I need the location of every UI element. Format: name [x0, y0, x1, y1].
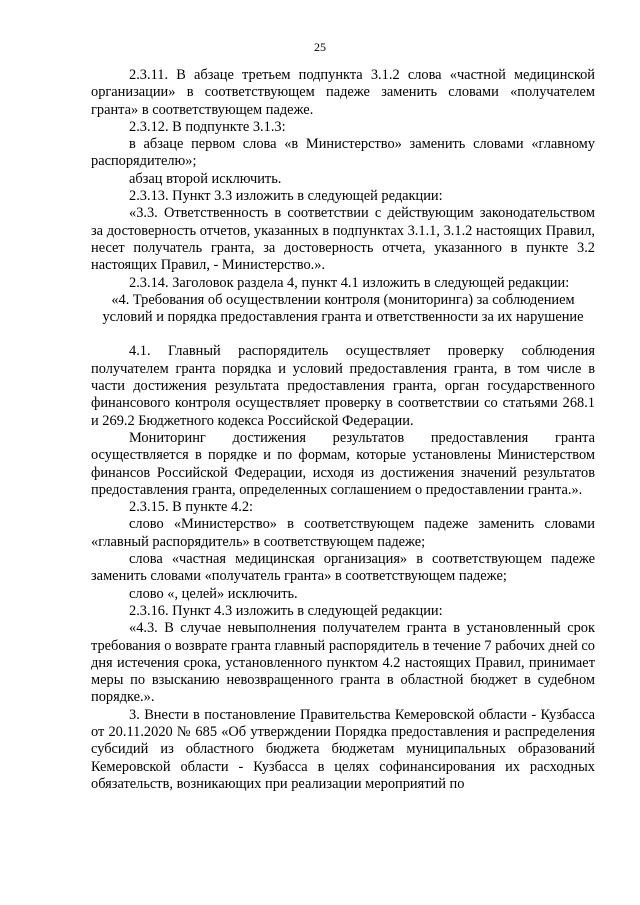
page-number: 25 [314, 40, 326, 54]
paragraph: слово «Министерство» в соответствующем падеже заменить словами «главный распорядитель» в соответствующем падеже; [91, 516, 595, 550]
paragraph: слово «, целей» исключить. [129, 585, 298, 602]
paragraph: «3.3. Ответственность в соответствии с действующим законодательством за достоверность отчетов, указанных в подпунктах 3.1.1, 3.1.2 настоящих Правил, несет получатель гранта, за достоверность отчета, указанного в пункте 3.2 настоящих Правил, - Министерство.». [91, 205, 595, 274]
paragraph: 2.3.15. В пункте 4.2: [129, 499, 254, 516]
paragraph: 4.1. Главный распорядитель осуществляет проверку соблюдения получателем гранта порядка и условий предоставления гранта, в том числе в части достижения результата предоставления гранта, орган государственного финансового контроля осуществляет проверку в соответствии со статьями 268.1 и 269.2 Бюджетного кодекса Российской Федерации. [91, 343, 595, 429]
paragraph: 2.3.11. В абзаце третьем подпункта 3.1.2 слова «частной медицинской организации» в соответствующем падеже заменить словами «получателем гранта» в соответствующем падеже. [91, 67, 595, 118]
paragraph: «4.3. В случае невыполнения получателем гранта в установленный срок требования о возврате гранта главный распорядитель в течение 7 рабочих дней со дня истечения срока, установленного пунктом 4.2 настоящих Правил, принимает меры по взысканию невозвращенного гранта в областной бюджет в судебном порядке.». [91, 620, 595, 706]
paragraph-spacer [91, 326, 595, 343]
paragraph: 2.3.12. В подпункте 3.1.3: [129, 118, 286, 135]
section-heading: «4. Требования об осуществлении контроля (мониторинга) за соблюдением условий и порядка предоставления гранта и ответственности за их нарушение [102, 291, 584, 326]
paragraph: 2.3.16. Пункт 4.3 изложить в следующей редакции: [129, 602, 443, 619]
paragraph: Мониторинг достижения результатов предоставления гранта осуществляется в порядке и по формам, которые установлены Министерством финансов Российской Федерации, исходя из достижения значений результатов предоставления гранта, определенных соглашением о предоставлении гранта.». [91, 429, 595, 498]
paragraph: абзац второй исключить. [129, 170, 282, 187]
paragraph: 2.3.13. Пункт 3.3 изложить в следующей редакции: [129, 188, 443, 205]
document-body [91, 67, 595, 793]
paragraph: 3. Внести в постановление Правительства Кемеровской области - Кузбасса от 20.11.2020 № 685 «Об утверждении Порядка предоставления и распределения субсидий из областного бюджета бюджетам муниципальных образований Кемеровской области - Кузбасса в целях софинансирования их расходных обязательств, возникающих при реализации мероприятий по [91, 706, 595, 792]
paragraph: слова «частная медицинская организация» в соответствующем падеже заменить словами «получатель гранта» в соответствующем падеже; [91, 551, 595, 585]
paragraph: 2.3.14. Заголовок раздела 4, пункт 4.1 изложить в следующей редакции: [129, 274, 570, 291]
paragraph: в абзаце первом слова «в Министерство» заменить словами «главному распорядителю»; [91, 136, 595, 170]
